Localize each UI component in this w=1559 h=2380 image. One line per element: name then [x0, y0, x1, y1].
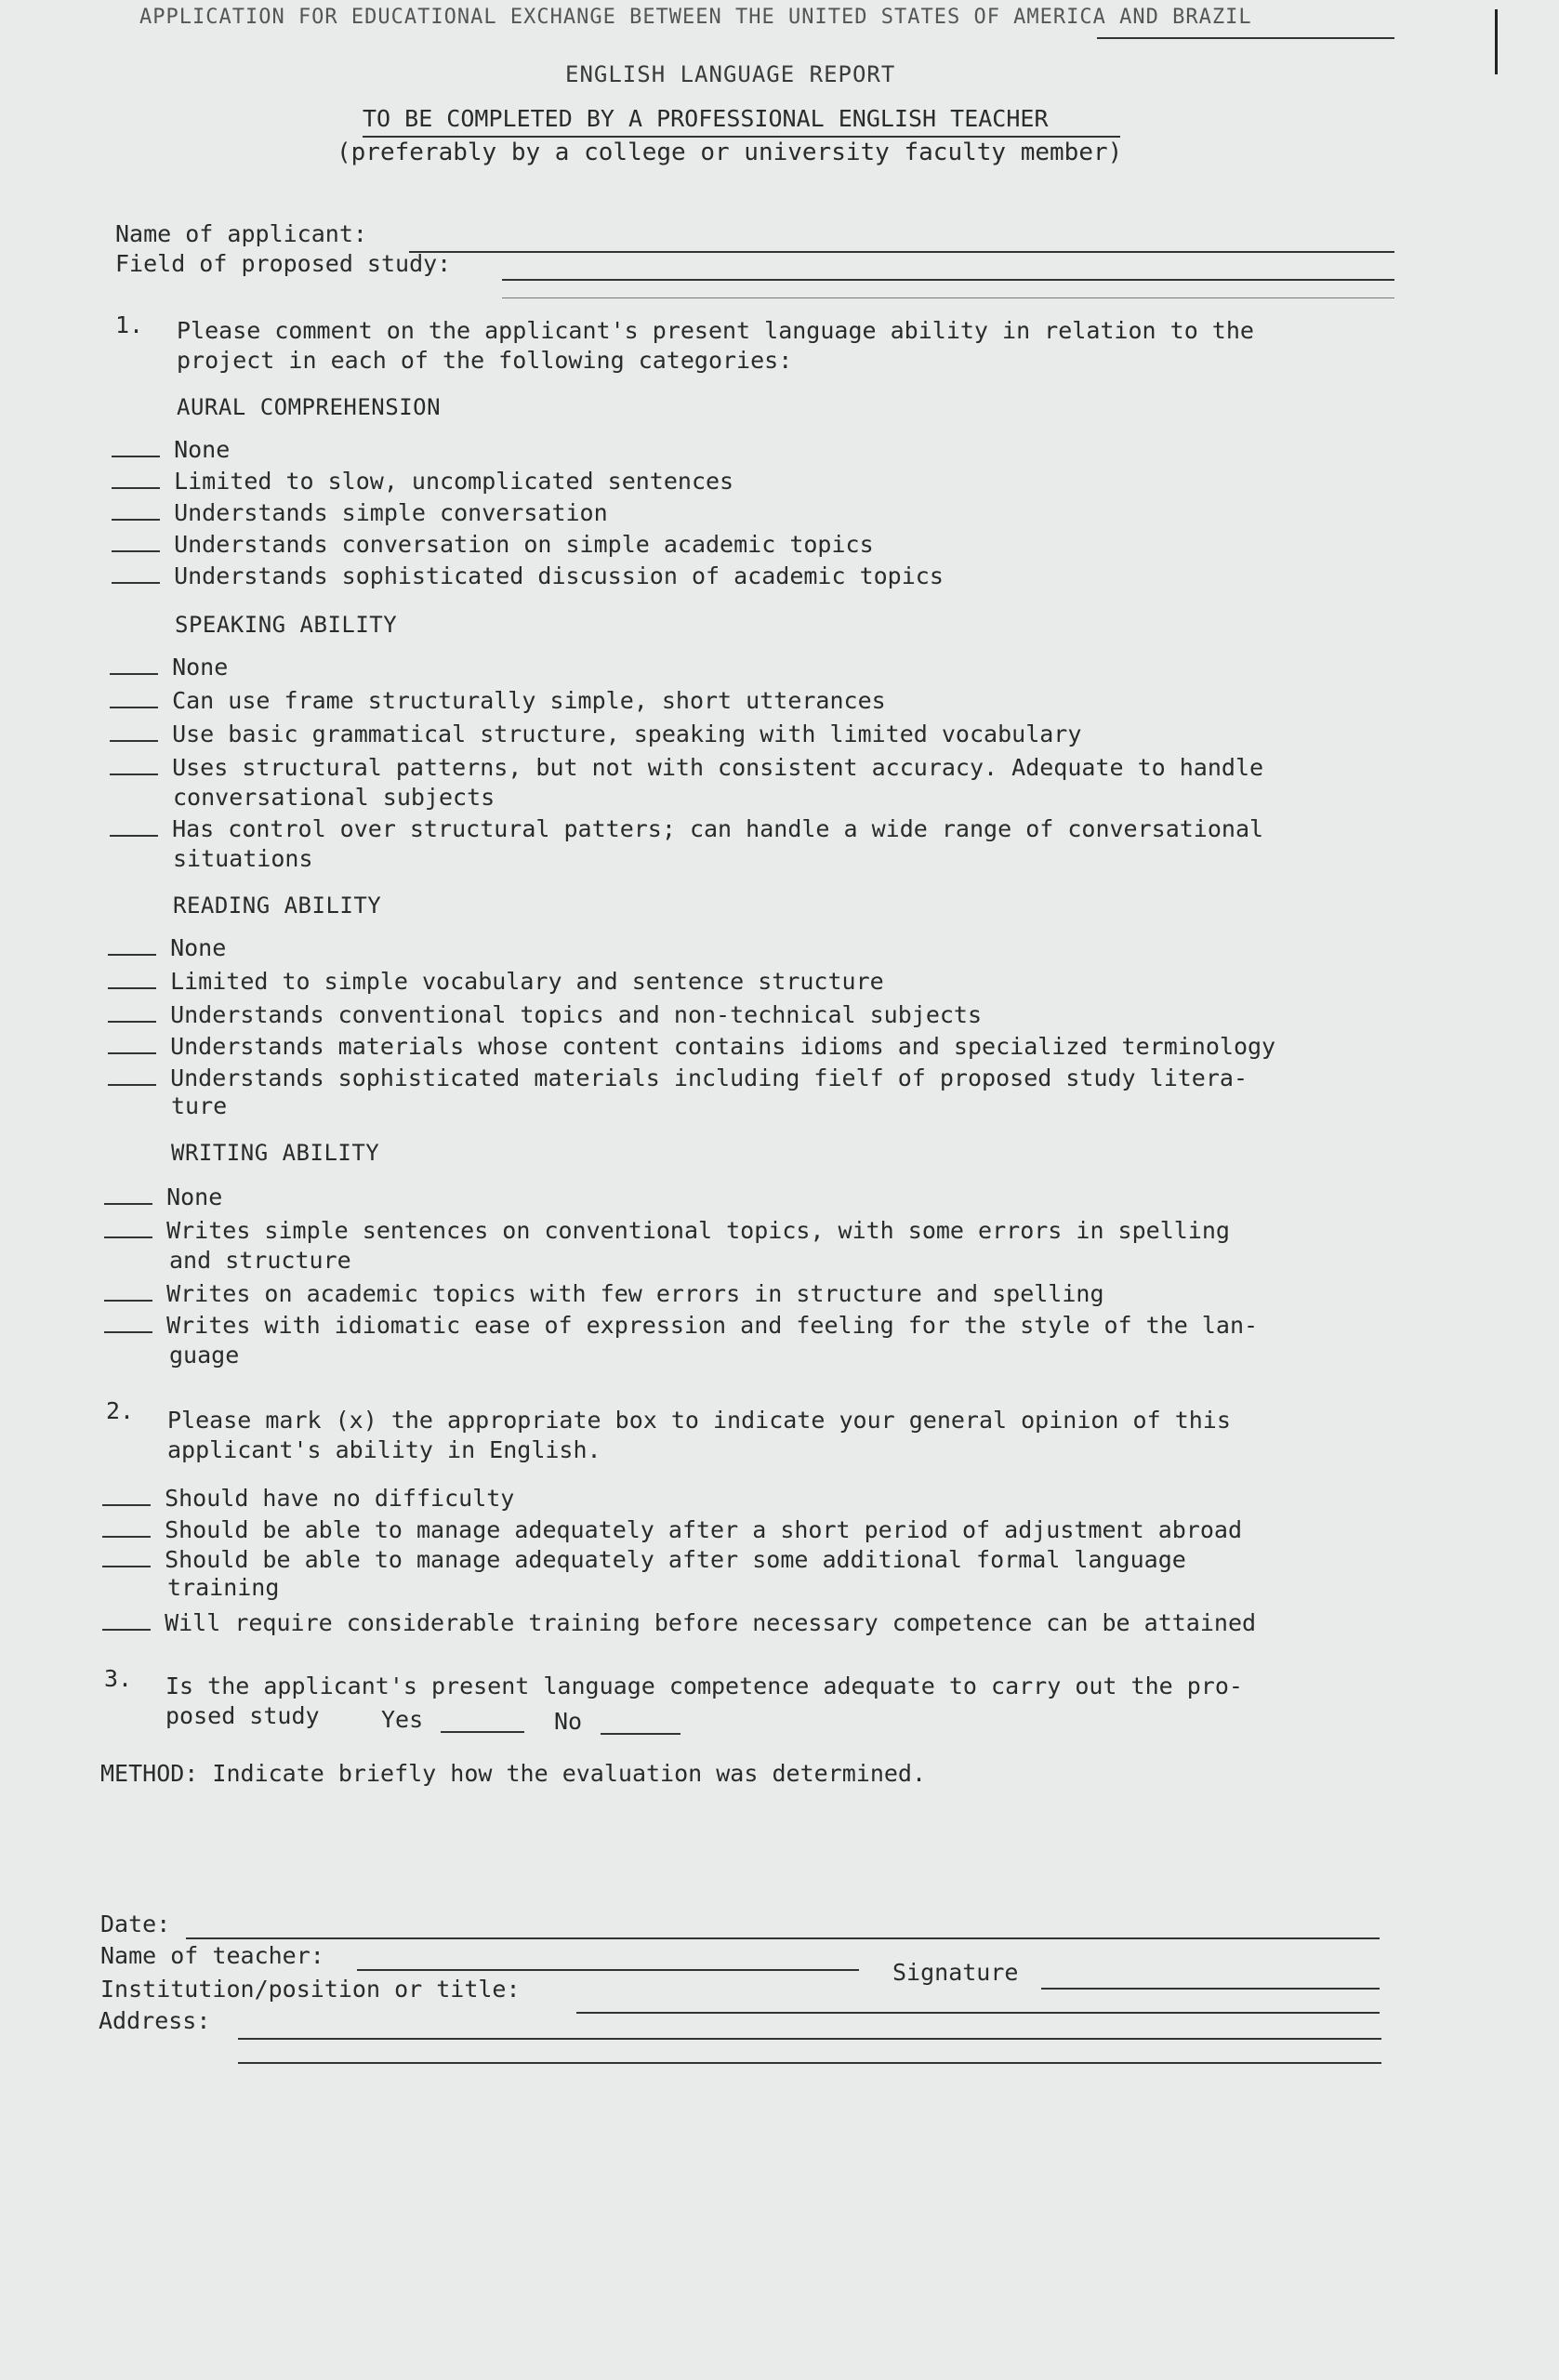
- writing-option-1-cont: and structure: [169, 1247, 351, 1274]
- field-label: Field of proposed study:: [115, 250, 452, 277]
- page-edge-mark: [1495, 9, 1498, 74]
- institution-label: Institution/position or title:: [100, 1976, 521, 2003]
- q2-text-line1: Please mark (x) the appropriate box to indicate your general opinion of this: [167, 1407, 1231, 1434]
- q3-number: 3.: [104, 1665, 133, 1692]
- reading-option-4[interactable]: Understands sophisticated materials including fielf of proposed study litera-: [108, 1064, 1248, 1093]
- q2-option-3[interactable]: Will require considerable training before necessary competence can be attained: [102, 1608, 1256, 1638]
- name-field[interactable]: [409, 251, 1394, 253]
- q2-option-1[interactable]: Should be able to manage adequately after a short period of adjustment abroad: [102, 1515, 1242, 1545]
- header-top-line: APPLICATION FOR EDUCATIONAL EXCHANGE BETWEEN THE UNITED STATES OF AMERICA AND BRAZIL: [139, 6, 1252, 29]
- aural-title: AURAL COMPREHENSION: [177, 394, 442, 420]
- speaking-option-0[interactable]: None: [110, 653, 228, 682]
- address-field-line2[interactable]: [238, 2062, 1381, 2064]
- speaking-option-2[interactable]: Use basic grammatical structure, speaking with limited vocabulary: [110, 720, 1081, 749]
- q1-text-line2: project in each of the following categories:: [177, 347, 793, 374]
- q3-yes-label: Yes: [381, 1706, 424, 1733]
- writing-option-1[interactable]: Writes simple sentences on conventional topics, with some errors in spelling: [104, 1216, 1230, 1246]
- q2-text-line2: applicant's ability in English.: [167, 1436, 601, 1463]
- instruction: TO BE COMPLETED BY A PROFESSIONAL ENGLISH TEACHER: [363, 105, 1049, 132]
- speaking-title: SPEAKING ABILITY: [175, 612, 398, 638]
- speaking-option-4[interactable]: Has control over structural patters; can handle a wide range of conversational: [110, 814, 1263, 844]
- q3-no-blank[interactable]: [601, 1733, 680, 1735]
- q2-option-0[interactable]: Should have no difficulty: [102, 1484, 514, 1514]
- signature-label: Signature: [892, 1959, 1019, 1986]
- q1-text-line1: Please comment on the applicant's present language ability in relation to the: [177, 317, 1254, 344]
- q2-number: 2.: [106, 1397, 135, 1424]
- date-label: Date:: [100, 1911, 171, 1937]
- report-title: ENGLISH LANGUAGE REPORT: [565, 61, 896, 87]
- q2-option-2[interactable]: Should be able to manage adequately after some additional formal language: [102, 1545, 1186, 1575]
- name-label: Name of applicant:: [115, 220, 367, 247]
- writing-title: WRITING ABILITY: [171, 1140, 380, 1166]
- aural-option-4[interactable]: Understands sophisticated discussion of academic topics: [112, 562, 944, 591]
- method-text: METHOD: Indicate briefly how the evaluation was determined.: [100, 1760, 927, 1787]
- teacher-label: Name of teacher:: [100, 1942, 324, 1969]
- signature-field[interactable]: [1041, 1988, 1380, 1990]
- aural-option-0[interactable]: None: [112, 435, 230, 465]
- header-underline: [1097, 37, 1394, 39]
- q3-yes-blank[interactable]: [441, 1731, 524, 1733]
- address-label: Address:: [99, 2007, 211, 2034]
- q3-text-line2: posed study: [165, 1702, 320, 1729]
- teacher-field[interactable]: [357, 1969, 859, 1971]
- field-input[interactable]: [502, 279, 1394, 281]
- instruction-note: (preferably by a college or university faculty member): [337, 139, 1123, 166]
- q3-no-label: No: [554, 1708, 583, 1735]
- reading-option-1[interactable]: Limited to simple vocabulary and sentence structure: [108, 967, 884, 997]
- aural-option-2[interactable]: Understands simple conversation: [112, 498, 608, 528]
- speaking-option-4-cont: situations: [173, 845, 313, 872]
- aural-option-3[interactable]: Understands conversation on simple academic topics: [112, 530, 874, 560]
- reading-option-2[interactable]: Understands conventional topics and non-technical subjects: [108, 1000, 982, 1030]
- reading-option-0[interactable]: None: [108, 933, 226, 963]
- speaking-option-3[interactable]: Uses structural patterns, but not with consistent accuracy. Adequate to handle: [110, 753, 1263, 783]
- speaking-option-3-cont: conversational subjects: [173, 784, 495, 811]
- address-field[interactable]: [238, 2038, 1381, 2040]
- speaking-option-1[interactable]: Can use frame structurally simple, short utterances: [110, 686, 886, 716]
- q1-number: 1.: [115, 311, 144, 338]
- aural-option-1[interactable]: Limited to slow, uncomplicated sentences: [112, 467, 733, 496]
- q2-option-2-cont: training: [167, 1574, 280, 1601]
- writing-option-3[interactable]: Writes with idiomatic ease of expression and feeling for the style of the lan-: [104, 1311, 1258, 1341]
- writing-option-0[interactable]: None: [104, 1183, 222, 1212]
- date-field[interactable]: [186, 1937, 1380, 1939]
- reading-option-3[interactable]: Understands materials whose content contains idioms and specialized terminology: [108, 1032, 1275, 1062]
- q3-text-line1: Is the applicant's present language competence adequate to carry out the pro-: [165, 1673, 1243, 1699]
- writing-option-2[interactable]: Writes on academic topics with few errors in structure and spelling: [104, 1279, 1104, 1309]
- reading-title: READING ABILITY: [173, 892, 382, 919]
- writing-option-3-cont: guage: [169, 1342, 240, 1368]
- reading-option-4-cont: ture: [171, 1092, 228, 1119]
- institution-field[interactable]: [576, 2012, 1380, 2014]
